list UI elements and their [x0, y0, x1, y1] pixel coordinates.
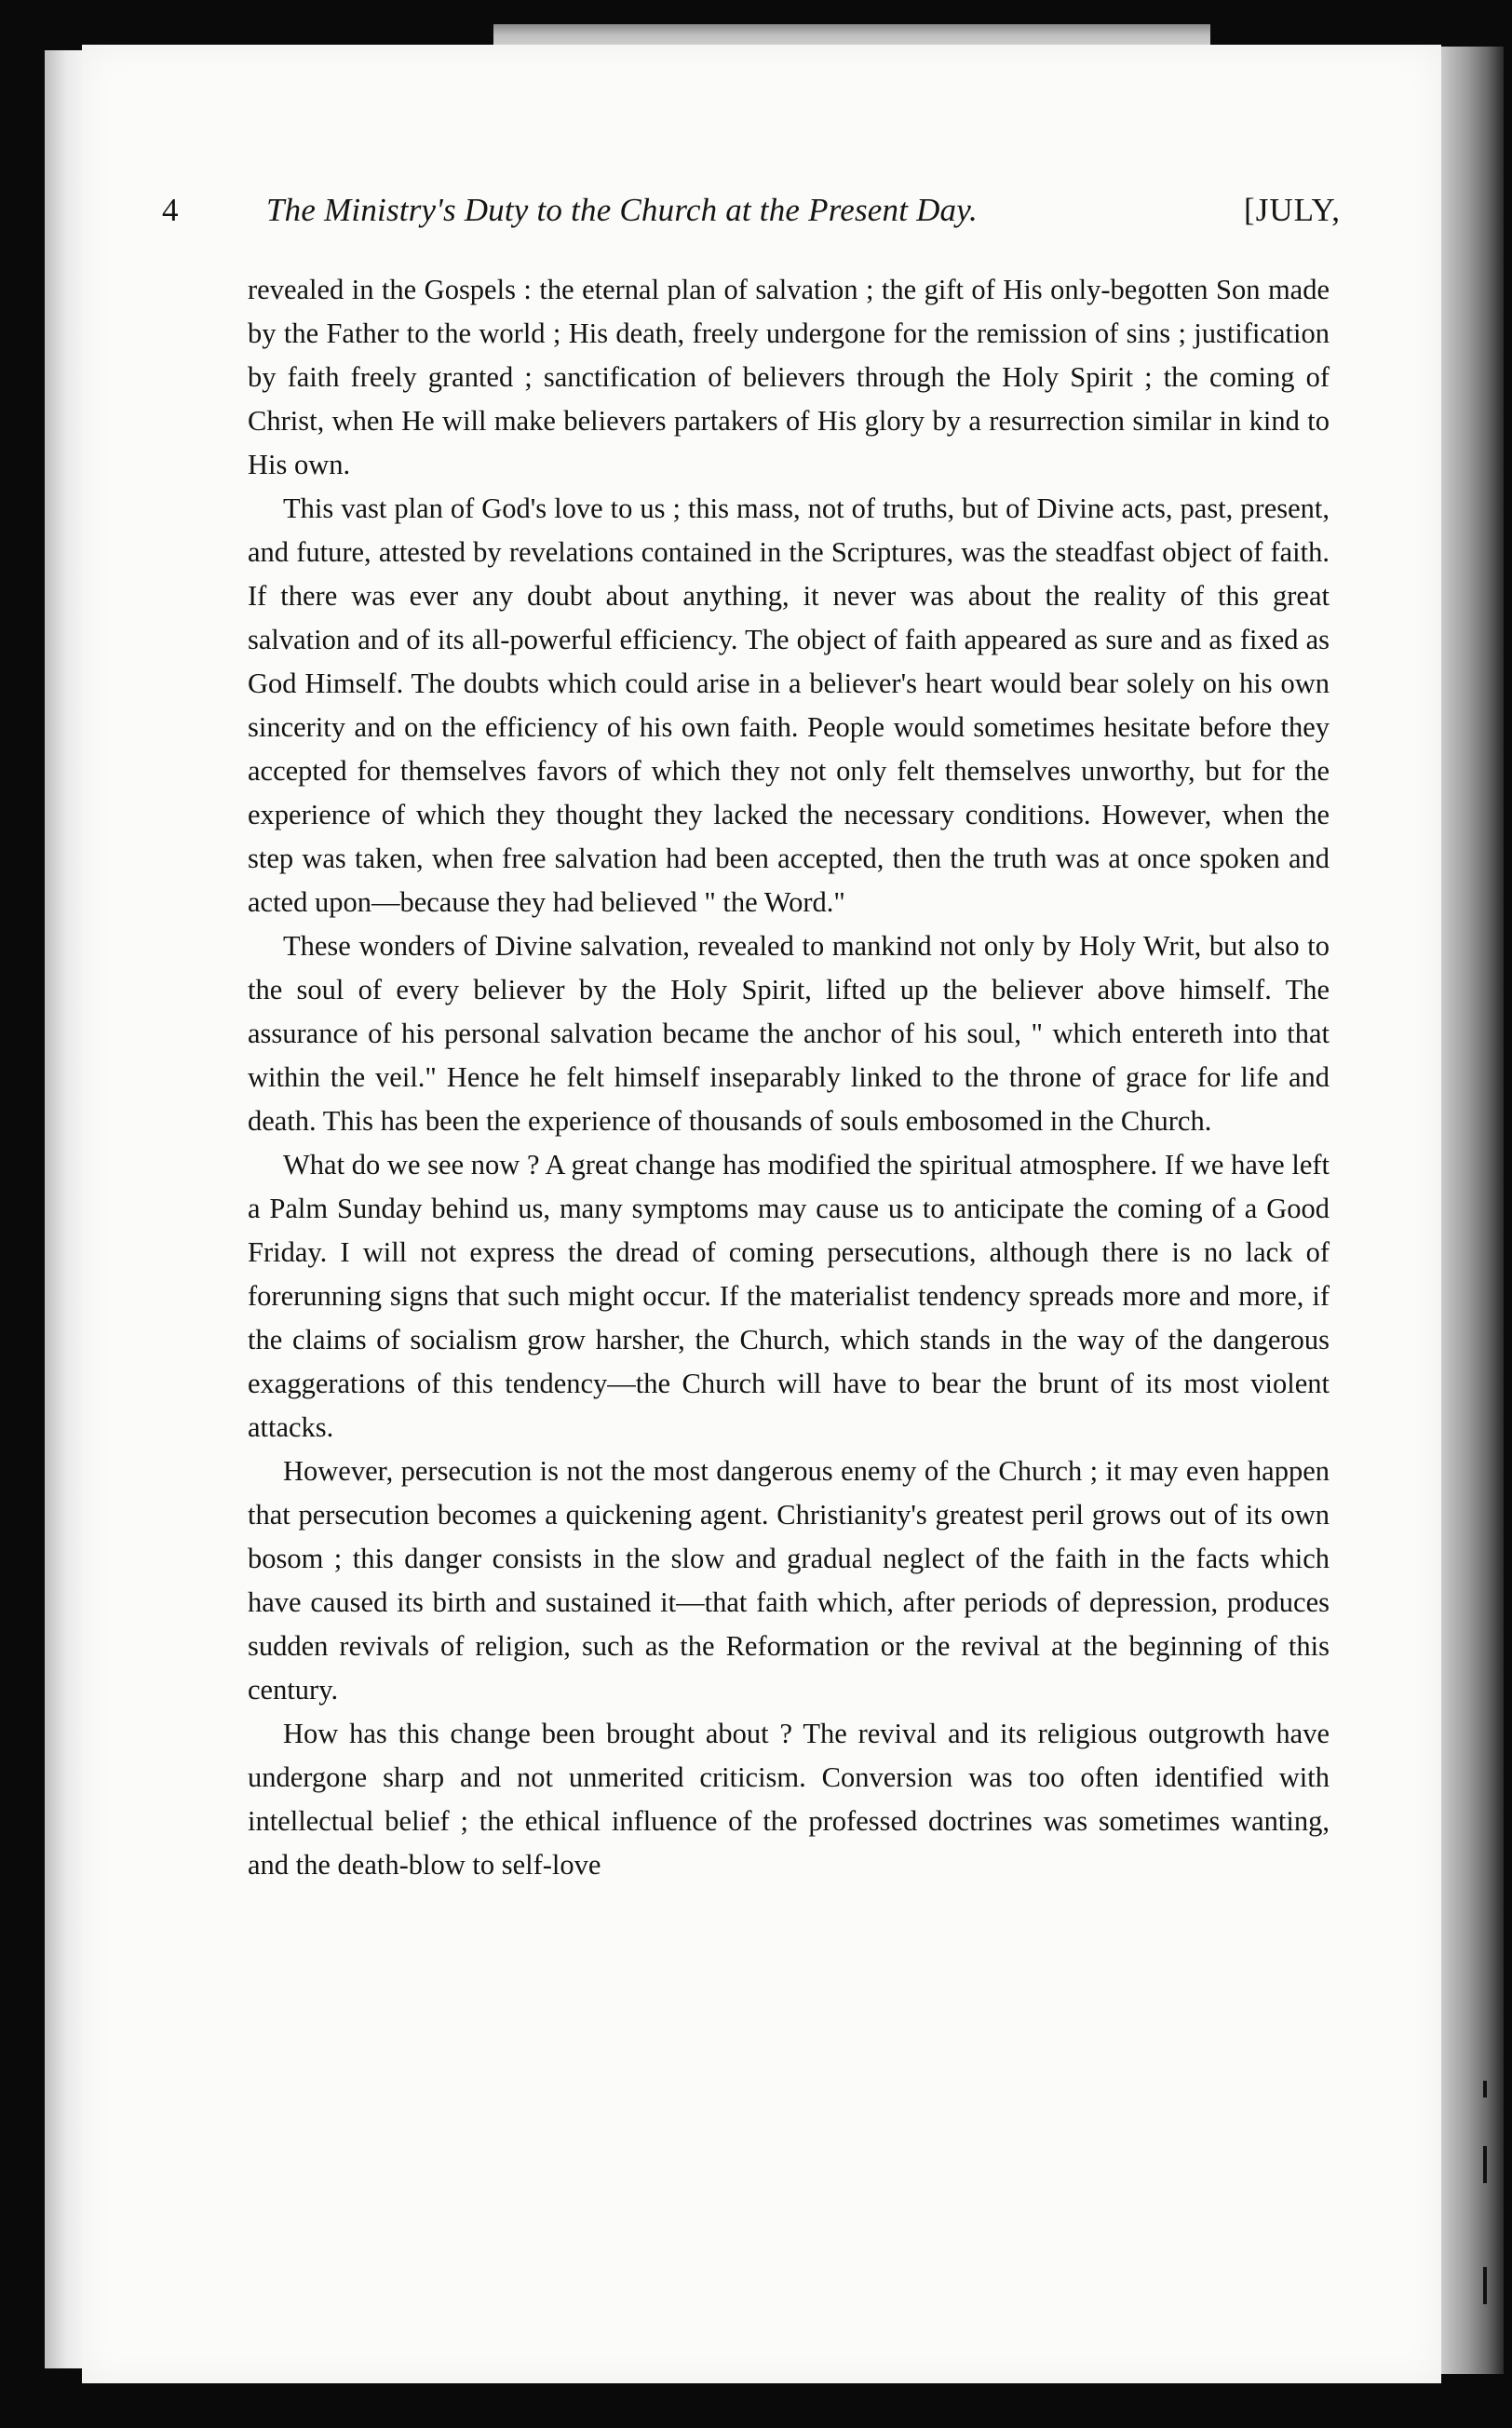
paragraph: This vast plan of God's love to us ; this mass, not of truths, but of Divine acts, past, present, and future, attested by revelations contained in the Scriptures, was the steadfast object of faith. If there was ever any doubt about anything, it never was about the reality of this great salvation and of its all-powerful efficiency. The object of faith appeared as sure and as fixed as God Himself. The doubts which could arise in a believer's heart would bear solely on his own sincerity and on the efficiency of his own faith. People would sometimes hesitate before they accepted for themselves favors of which they not only felt themselves unworthy, but for the experience of which they thought they lacked the necessary conditions. However, when the step was taken, when free salvation had been accepted, then the truth was at once spoken and acted upon—because they had believed " the Word." [248, 492, 1330, 918]
running-month: [JULY, [1244, 192, 1341, 228]
paragraph: revealed in the Gospels : the eternal plan of salvation ; the gift of His only-begotten Son made by the Father to the world ; His death, freely undergone for the remission of sins ; justification by faith freely granted ; sanctification of believers through the Holy Spirit ; the coming of Christ, when He will make believers partakers of His glory by a resurrection similar in kind to His own. [248, 274, 1330, 480]
paragraph: What do we see now ? A great change has modified the spiritual atmosphere. If we have left a Palm Sunday behind us, many symptoms may cause us to anticipate the coming of a Good Friday. I will not express the dread of coming persecutions, although there is no lack of forerunning signs that such might occur. If the materialist tendency spreads more and more, if the claims of socialism grow harsher, the Church, which stands in the way of the dangerous exaggerations of this tendency—the Church will have to bear the brunt of its most violent attacks. [248, 1149, 1330, 1443]
page-gutter-shadow [1438, 47, 1504, 2374]
running-header [162, 192, 1341, 238]
page-number: 4 [162, 192, 179, 228]
gutter-mark [1483, 2146, 1487, 2183]
body-text [248, 268, 1330, 1887]
page-edge-left [45, 50, 84, 2368]
gutter-mark [1483, 2267, 1487, 2304]
paragraph: However, persecution is not the most dangerous enemy of the Church ; it may even happen that persecution becomes a quickening agent. Christianity's greatest peril grows out of its own bosom ; this danger consists in the slow and gradual neglect of the faith in the facts which have caused its birth and sustained it—that faith which, after periods of depression, produces sudden revivals of religion, such as the Reformation or the revival at the beginning of this century. [248, 1455, 1330, 1706]
paragraph: These wonders of Divine salvation, revealed to mankind not only by Holy Writ, but also to the soul of every believer by the Holy Spirit, lifted up the believer above himself. The assurance of his personal salvation became the anchor of his soul, " which entereth into that within the veil." Hence he felt himself inseparably linked to the throne of grace for life and death. This has been the experience of thousands of souls embosomed in the Church. [248, 930, 1330, 1137]
running-title: The Ministry's Duty to the Church at the Present Day. [266, 192, 979, 228]
gutter-mark [1483, 2081, 1487, 2098]
paragraph: How has this change been brought about ? The revival and its religious outgrowth have undergone sharp and not unmerited criticism. Conversion was too often identified with intellectual belief ; the ethical influence of the professed doctrines was sometimes wanting, and the death-blow to self-love [248, 1718, 1330, 1881]
